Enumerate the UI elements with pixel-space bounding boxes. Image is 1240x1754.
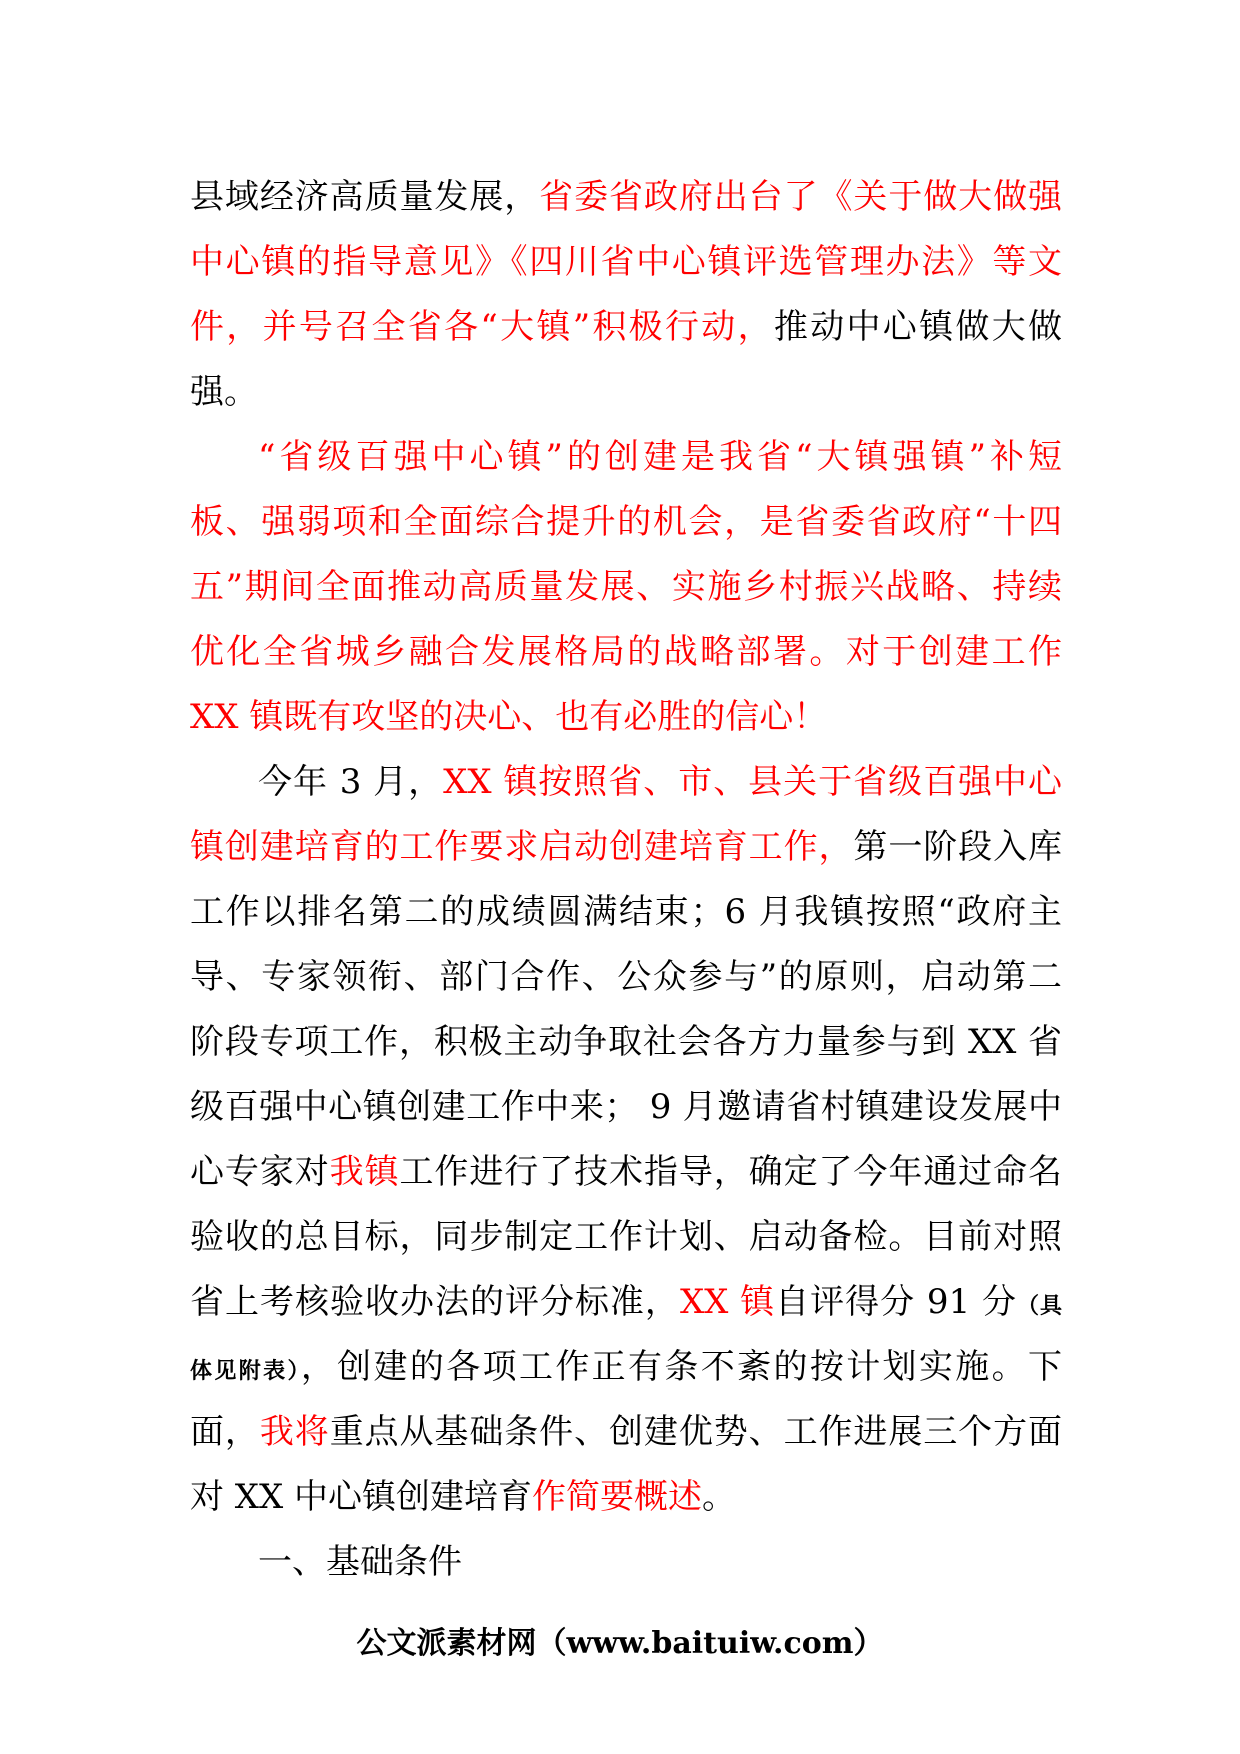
- text-run: 工作以排名第二的成绩圆满结束；6 月我镇按照“政府主: [190, 892, 1062, 932]
- text-run: 阶段专项工作，积极主动争取社会各方力量参与到 XX 省: [190, 1022, 1062, 1062]
- text-line: [190, 945, 1062, 1010]
- text-run: 今年 3 月，: [258, 762, 444, 802]
- text-line: [190, 750, 1062, 815]
- text-line: [190, 1140, 1062, 1205]
- text-run: 我镇: [329, 1152, 400, 1192]
- text-run: 中心镇的指导意见》《四川省中心镇评选管理办法》等文: [190, 242, 1062, 282]
- text-run: 导、专家领衔、部门合作、公众参与”的原则，启动第二: [190, 957, 1062, 997]
- text-run: 五”期间全面推动高质量发展、实施乡村振兴战略、持续: [190, 567, 1062, 607]
- text-run: 优化全省城乡融合发展格局的战略部署。对于创建工作: [190, 632, 1062, 672]
- text-run: 作简要概述: [532, 1477, 703, 1517]
- text-run: 对 XX 中心镇创建培育: [190, 1477, 533, 1517]
- text-run: 镇创建培育的工作要求启动创建培育工作，: [190, 827, 854, 867]
- text-run: 。: [702, 1477, 737, 1517]
- text-line: [190, 1270, 1062, 1335]
- text-line: [190, 1335, 1062, 1400]
- text-line: [190, 1075, 1062, 1140]
- text-line: [190, 295, 1062, 360]
- text-line: [190, 1400, 1062, 1465]
- text-run: 推动中心镇做大做: [773, 307, 1063, 347]
- text-run: 工作进行了技术指导，确定了今年通过命名: [399, 1152, 1063, 1192]
- footer-watermark: 公文派素材网（www.baituiw.com）: [356, 1626, 884, 1661]
- text-run: 一、基础条件: [258, 1542, 462, 1582]
- text-line: [190, 685, 1062, 750]
- text-run: 验收的总目标，同步制定工作计划、启动备检。目前对照: [190, 1217, 1062, 1257]
- text-line: [190, 880, 1062, 945]
- text-line: [190, 230, 1062, 295]
- text-run: 自评得分 91 分: [775, 1282, 1017, 1322]
- text-run-note: 体见附表）: [190, 1359, 301, 1384]
- text-line: [190, 1465, 1062, 1530]
- text-run: 心专家对: [190, 1152, 330, 1192]
- text-run: 省委省政府出台了《关于做大做强: [539, 177, 1063, 217]
- text-run: ，创建的各项工作正有条不紊的按计划实施。下: [300, 1347, 1062, 1387]
- text-run: 级百强中心镇创建工作中来； 9 月邀请省村镇建设发展中: [190, 1087, 1062, 1127]
- text-run: 强。: [190, 372, 258, 412]
- text-line: [190, 360, 1062, 425]
- text-run: XX 镇按照省、市、县关于省级百强中心: [443, 762, 1063, 802]
- section-heading: [190, 1530, 1062, 1595]
- text-run: 县域经济高质量发展，: [190, 177, 540, 217]
- text-run: XX 镇: [679, 1282, 776, 1322]
- text-line: [190, 1010, 1062, 1075]
- text-line: [190, 1205, 1062, 1270]
- text-run: “省级百强中心镇”的创建是我省“大镇强镇”补短: [258, 437, 1062, 477]
- text-line: [190, 815, 1062, 880]
- text-run: 件，并号召全省各“大镇”积极行动，: [190, 307, 774, 347]
- text-line: [190, 165, 1062, 230]
- document-body: [190, 165, 1062, 1595]
- text-line: [190, 490, 1062, 555]
- text-line: [190, 425, 1062, 490]
- text-run: 第一阶段入库: [853, 827, 1063, 867]
- text-line: [190, 555, 1062, 620]
- text-run: 省上考核验收办法的评分标准，: [190, 1282, 680, 1322]
- text-run: 重点从基础条件、创建优势、工作进展三个方面: [329, 1412, 1063, 1452]
- text-run: 面，: [190, 1412, 260, 1452]
- text-line: [190, 620, 1062, 685]
- text-run: XX 镇既有攻坚的决心、也有必胜的信心！: [190, 697, 828, 737]
- text-run: 我将: [259, 1412, 330, 1452]
- text-run: 板、强弱项和全面综合提升的机会，是省委省政府“十四: [190, 502, 1062, 542]
- text-run-note: （具: [1017, 1294, 1062, 1319]
